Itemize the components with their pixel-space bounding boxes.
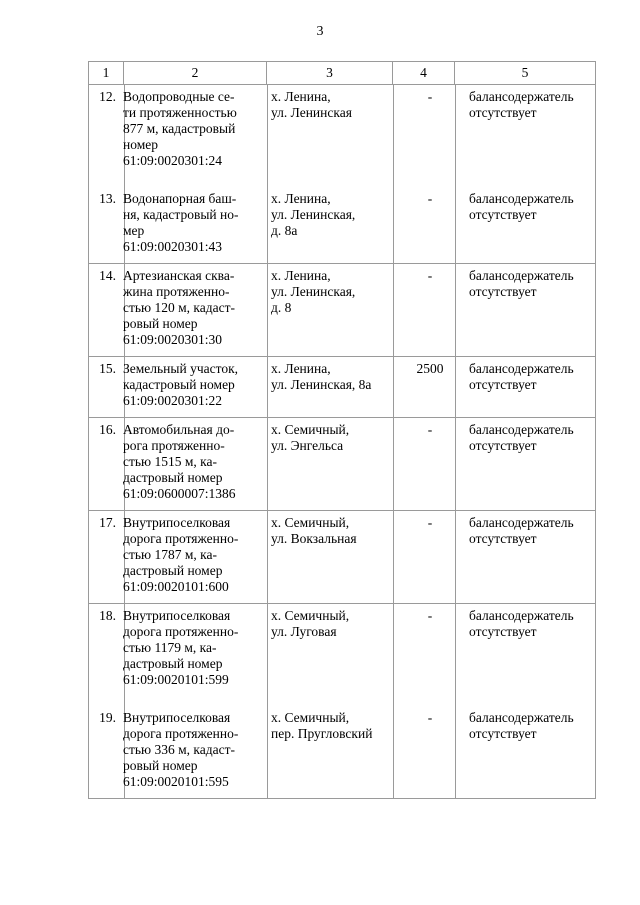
balance-holder: балансодержатель отсутствует xyxy=(469,89,574,120)
column-header-3: 3 xyxy=(267,62,393,85)
property-name: Артезианская сква- жина протяженно- стью 120 м, кадаст- ровый номер 61:09:0020301:30 xyxy=(123,268,236,347)
property-address: х. Ленина, ул. Ленинская xyxy=(271,89,352,120)
table-body xyxy=(89,62,596,799)
balance-holder: балансодержатель отсутствует xyxy=(469,515,574,546)
balance-holder: балансодержатель отсутствует xyxy=(469,422,574,453)
property-area: 2500 xyxy=(416,361,444,376)
entry-number: 17. xyxy=(99,515,116,530)
entry-number: 14. xyxy=(99,268,116,283)
row-cell xyxy=(89,418,596,511)
table-row xyxy=(89,357,596,418)
balance-holder: балансодержатель отсутствует xyxy=(469,361,574,392)
table-row xyxy=(89,418,596,511)
register-entry xyxy=(89,604,595,696)
property-area: - xyxy=(427,608,433,623)
register-entry xyxy=(89,418,595,510)
property-name: Автомобильная до- рога протяженно- стью 1515 м, ка- дастровый номер 61:09:0600007:1386 xyxy=(123,422,236,501)
row-cell xyxy=(89,85,596,264)
balance-holder: балансодержатель отсутствует xyxy=(469,608,574,639)
table-row xyxy=(89,511,596,604)
property-area: - xyxy=(427,710,433,725)
table-row xyxy=(89,264,596,357)
property-address: х. Ленина, ул. Ленинская, 8а xyxy=(271,361,372,392)
column-header-2: 2 xyxy=(124,62,267,85)
property-address: х. Ленина, ул. Ленинская, д. 8 xyxy=(271,268,356,315)
row-cell xyxy=(89,357,596,418)
entry-number: 18. xyxy=(99,608,116,623)
register-entry xyxy=(89,264,595,356)
property-area: - xyxy=(427,422,433,437)
property-area: - xyxy=(427,89,433,104)
row-cell xyxy=(89,264,596,357)
column-header-5: 5 xyxy=(455,62,596,85)
header-row xyxy=(89,62,596,85)
column-header-4: 4 xyxy=(393,62,455,85)
property-address: х. Семичный, ул. Луговая xyxy=(271,608,350,639)
property-name: Земельный участок, кадастровый номер 61:09:0020301:22 xyxy=(123,361,239,408)
register-entry xyxy=(89,177,595,263)
property-address: х. Семичный, ул. Энгельса xyxy=(271,422,350,453)
balance-holder: балансодержатель отсутствует xyxy=(469,710,574,741)
balance-holder: балансодержатель отсутствует xyxy=(469,268,574,299)
page-number: 3 xyxy=(316,24,324,39)
balance-holder: балансодержатель отсутствует xyxy=(469,191,574,222)
register-entry xyxy=(89,696,595,798)
property-address: х. Семичный, пер. Пругловский xyxy=(271,710,373,741)
property-area: - xyxy=(427,191,433,206)
property-area: - xyxy=(427,515,433,530)
entry-number: 19. xyxy=(99,710,116,725)
property-area: - xyxy=(427,268,433,283)
row-cell xyxy=(89,511,596,604)
entry-number: 16. xyxy=(99,422,116,437)
row-cell xyxy=(89,604,596,799)
property-name: Водонапорная баш- ня, кадастровый но- мер 61:09:0020301:43 xyxy=(123,191,239,254)
property-register-table xyxy=(88,61,596,799)
entry-number: 13. xyxy=(99,191,116,206)
column-header-1: 1 xyxy=(89,62,124,85)
property-address: х. Семичный, ул. Вокзальная xyxy=(271,515,357,546)
property-address: х. Ленина, ул. Ленинская, д. 8а xyxy=(271,191,356,238)
register-entry xyxy=(89,357,595,417)
property-name: Внутрипоселковая дорога протяженно- стью 1179 м, ка- дастровый номер 61:09:0020101:599 xyxy=(123,608,239,687)
entry-number: 12. xyxy=(99,89,116,104)
register-entry xyxy=(89,511,595,603)
property-name: Внутрипоселковая дорога протяженно- стью 1787 м, ка- дастровый номер 61:09:0020101:600 xyxy=(123,515,239,594)
property-name: Водопроводные се- ти протяженностью 877 м, кадастровый номер 61:09:0020301:24 xyxy=(123,89,237,168)
property-name: Внутрипоселковая дорога протяженно- стью 336 м, кадаст- ровый номер 61:09:0020101:595 xyxy=(123,710,239,789)
table-row xyxy=(89,604,596,799)
entry-number: 15. xyxy=(99,361,116,376)
table-row xyxy=(89,85,596,264)
register-entry xyxy=(89,85,595,177)
